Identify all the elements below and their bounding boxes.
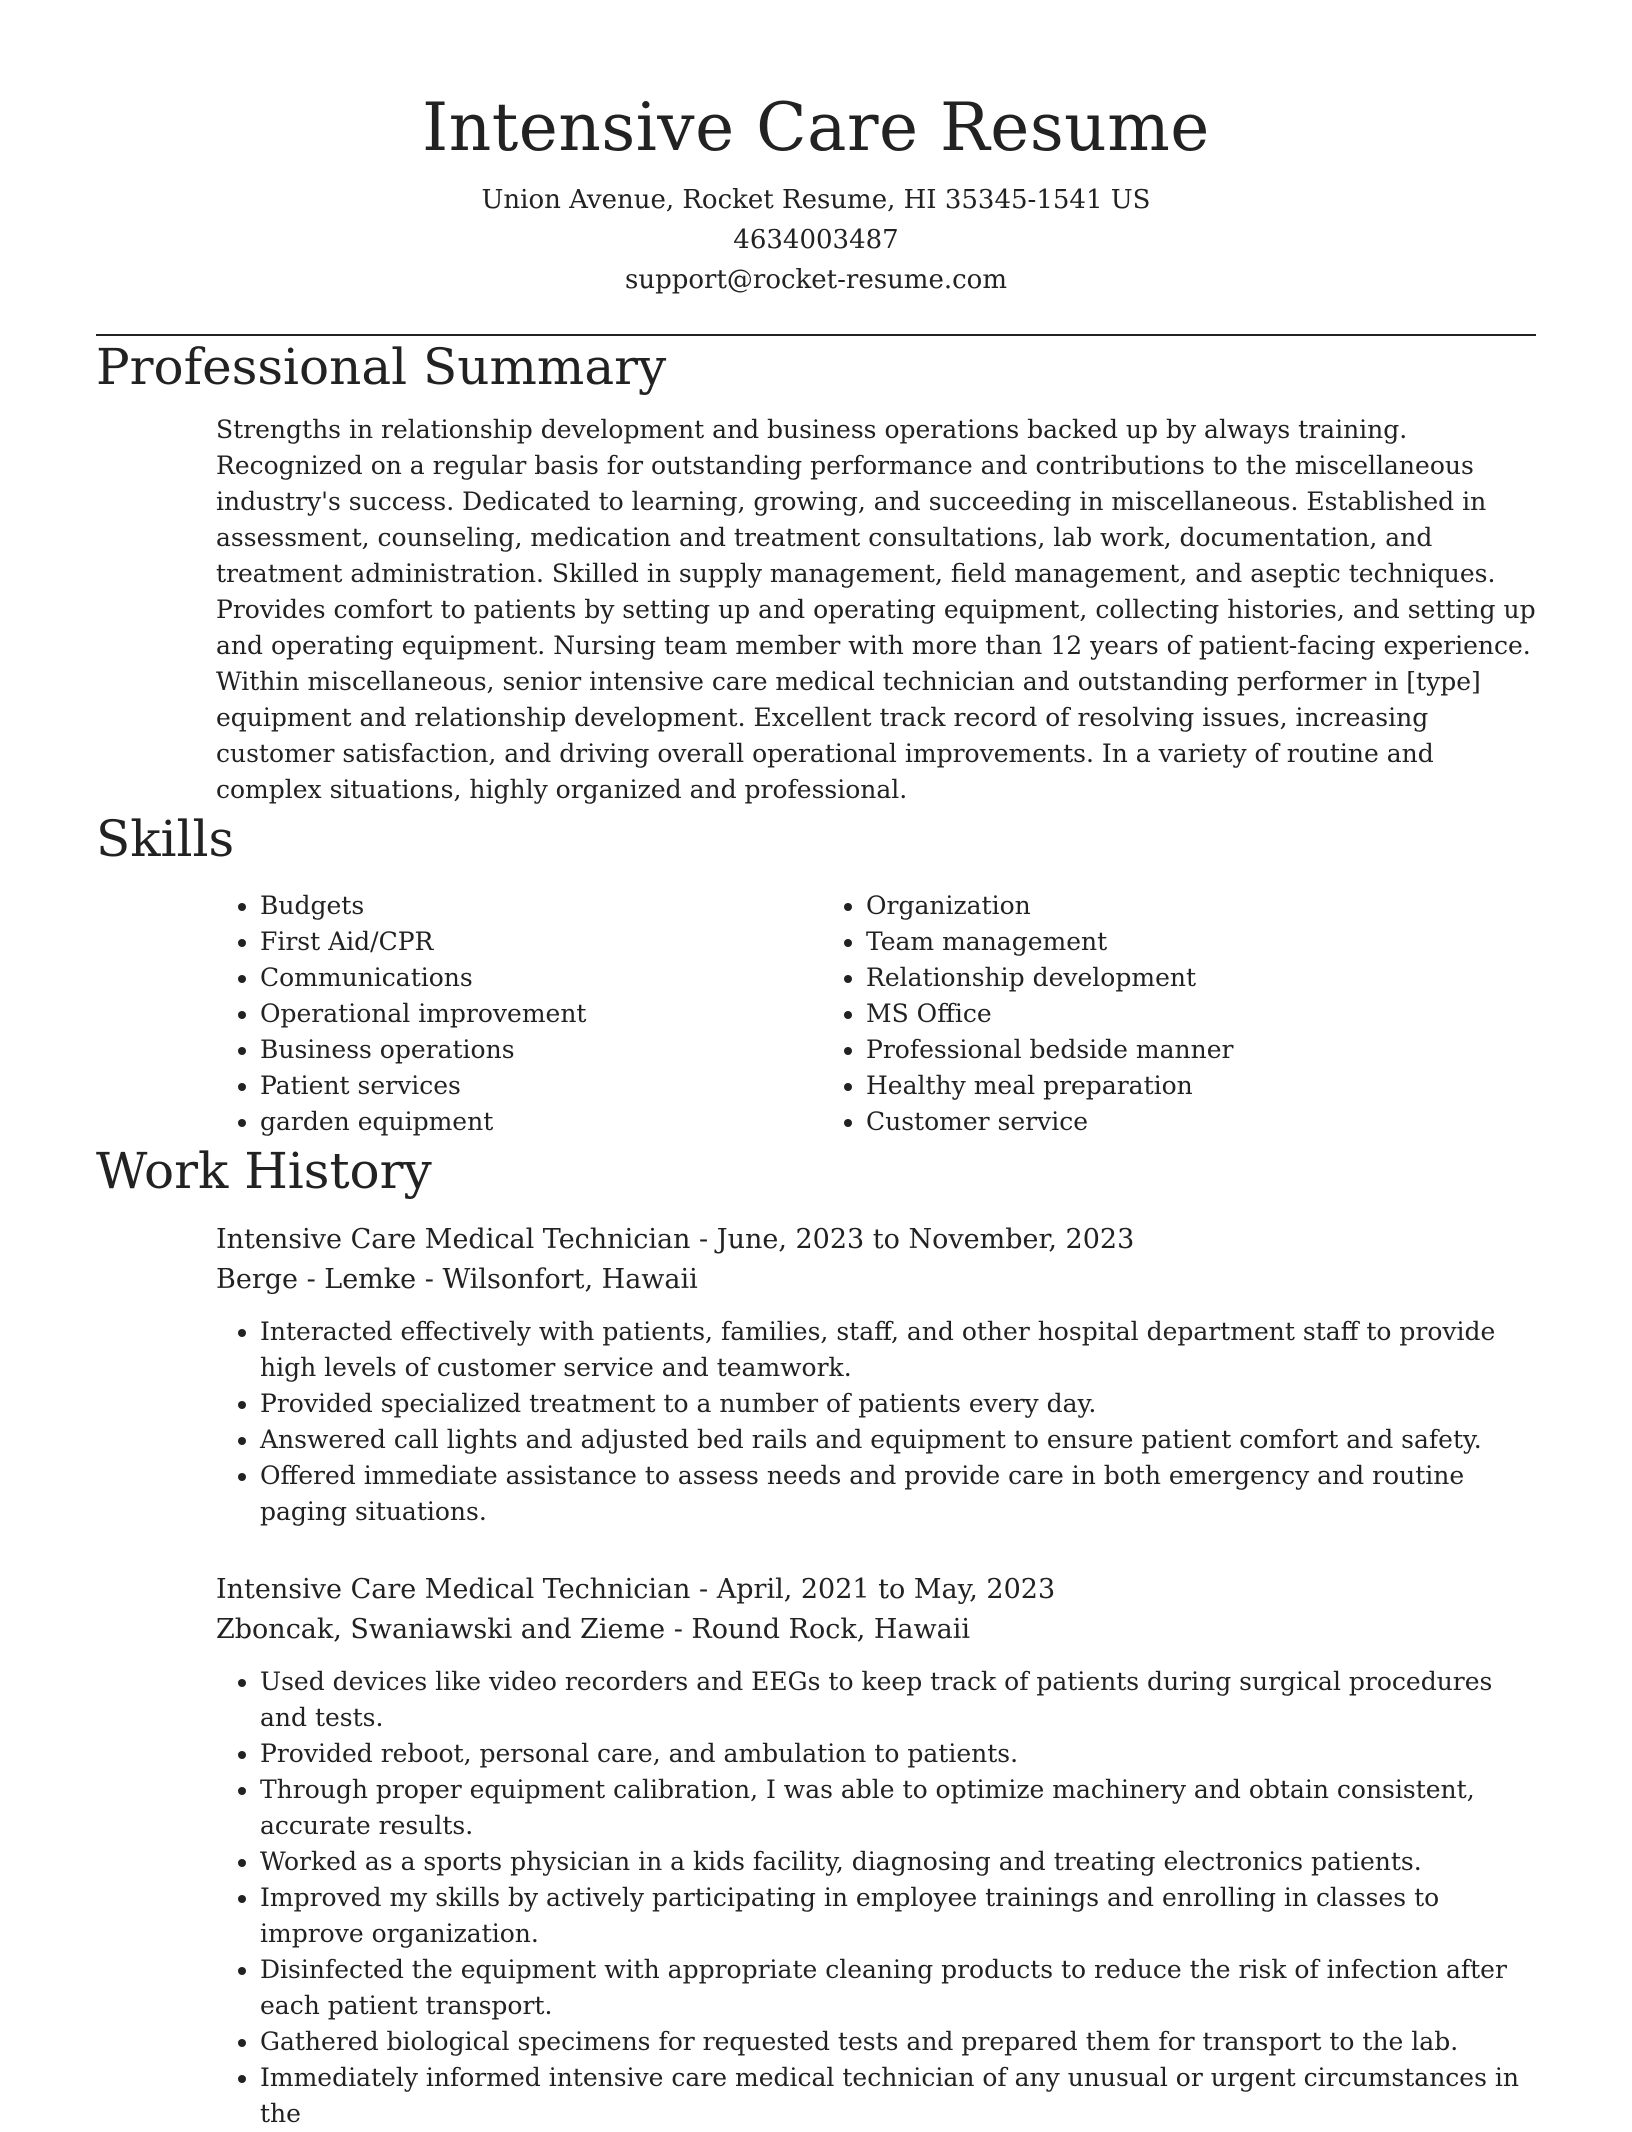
job-bullet: • Worked as a sports physician in a kids facility, diagnosing and treating electronics patients. (260, 1844, 1536, 1880)
resume-name: Intensive Care Resume (422, 89, 1210, 166)
job-entry (216, 1570, 1536, 2132)
job-location: Wilsonfort, Hawaii (442, 1264, 698, 1295)
job-bullet: • Offered immediate assistance to assess needs and provide care in both emergency and routine paging situations. (260, 1458, 1536, 1530)
skill-item: • garden equipment (260, 1104, 822, 1140)
job-employer-line: Zboncak, Swaniawski and Zieme - Round Rock, Hawaii (216, 1614, 971, 1645)
job-bullet: • Gathered biological specimens for requested tests and prepared them for transport to the lab. (260, 2024, 1536, 2060)
job-bullet: • Interacted effectively with patients, families, staff, and other hospital department staff to provide high levels of customer service and teamwork. (260, 1314, 1536, 1386)
job-bullet: • Immediately informed intensive care medical technician of any unusual or urgent circumstances in the (260, 2060, 1536, 2132)
skills-column-left (216, 888, 822, 1140)
job-bullet: • Through proper equipment calibration, I was able to optimize machinery and obtain consistent, accurate results. (260, 1772, 1536, 1844)
job-title: Intensive Care Medical Technician (216, 1574, 691, 1605)
job-bullet: • Provided specialized treatment to a number of patients every day. (260, 1386, 1536, 1422)
job-bullet: • Provided reboot, personal care, and ambulation to patients. (260, 1736, 1536, 1772)
skill-item: • Communications (260, 960, 822, 996)
skill-item: • First Aid/CPR (260, 924, 822, 960)
job-bullet: • Improved my skills by actively participating in employee trainings and enrolling in classes to improve organization. (260, 1880, 1536, 1952)
job-bullet: • Answered call lights and adjusted bed rails and equipment to ensure patient comfort and safety. (260, 1422, 1536, 1458)
contact-email: support@rocket-resume.com (624, 265, 1007, 295)
job-bullets (216, 1664, 1536, 2132)
job-company: Berge - Lemke (216, 1264, 417, 1295)
resume-page (96, 0, 1536, 2132)
skill-item: • Operational improvement (260, 996, 822, 1032)
job-title-line: Intensive Care Medical Technician - June, 2023 to November, 2023 (216, 1224, 1135, 1255)
skill-item: • Healthy meal preparation (866, 1068, 1428, 1104)
skill-item: • MS Office (866, 996, 1428, 1032)
skill-item: • Business operations (260, 1032, 822, 1068)
job-bullet: • Disinfected the equipment with appropriate cleaning products to reduce the risk of infection after each patient transport. (260, 1952, 1536, 2024)
skill-item: • Budgets (260, 888, 822, 924)
job-location: Round Rock, Hawaii (691, 1614, 971, 1645)
contact-address: Union Avenue, Rocket Resume, HI 35345-1541 US (481, 185, 1151, 215)
summary-text: Strengths in relationship development and business operations backed up by always training. Recognized on a regular basis for outstanding performance and contributions to the miscellaneous industry's success. Dedicated to learning, growing, and succeeding in miscellaneous. Established in assessment, counseling, medication and treatment consultations, lab work, documentation, and treatment administration. Skilled in supply management, field management, and aseptic techniques. Provides comfort to patients by setting up and operating equipment, collecting histories, and setting up and operating equipment. Nursing team member with more than 12 years of patient-facing experience. Within miscellaneous, senior intensive care medical technician and outstanding performer in [type] equipment and relationship development. Excellent track record of resolving issues, increasing customer satisfaction, and driving overall operational improvements. In a variety of routine and complex situations, highly organized and professional. (216, 415, 1536, 804)
job-company: Zboncak, Swaniawski and Zieme (216, 1614, 666, 1645)
skill-item: • Relationship development (866, 960, 1428, 996)
job-bullet: • Used devices like video recorders and EEGs to keep track of patients during surgical procedures and tests. (260, 1664, 1536, 1736)
skills-heading: Skills (96, 810, 235, 868)
job-entry (216, 1220, 1536, 1530)
job-bullets (216, 1314, 1536, 1530)
skill-item: • Patient services (260, 1068, 822, 1104)
skills-column-right (822, 888, 1428, 1140)
skill-item: • Professional bedside manner (866, 1032, 1428, 1068)
skills-list (216, 888, 1536, 1140)
work-history-heading: Work History (96, 1142, 432, 1200)
job-dates: June, 2023 to November, 2023 (716, 1224, 1135, 1255)
skill-item: • Organization (866, 888, 1428, 924)
summary-heading: Professional Summary (96, 338, 667, 396)
contact-phone: 4634003487 (733, 225, 899, 255)
skill-item: • Customer service (866, 1104, 1428, 1140)
job-title-line: Intensive Care Medical Technician - April, 2021 to May, 2023 (216, 1574, 1056, 1605)
job-title: Intensive Care Medical Technician (216, 1224, 691, 1255)
contact-info (96, 180, 1536, 300)
job-employer-line: Berge - Lemke - Wilsonfort, Hawaii (216, 1264, 698, 1295)
job-dates: April, 2021 to May, 2023 (716, 1574, 1056, 1605)
skill-item: • Team management (866, 924, 1428, 960)
